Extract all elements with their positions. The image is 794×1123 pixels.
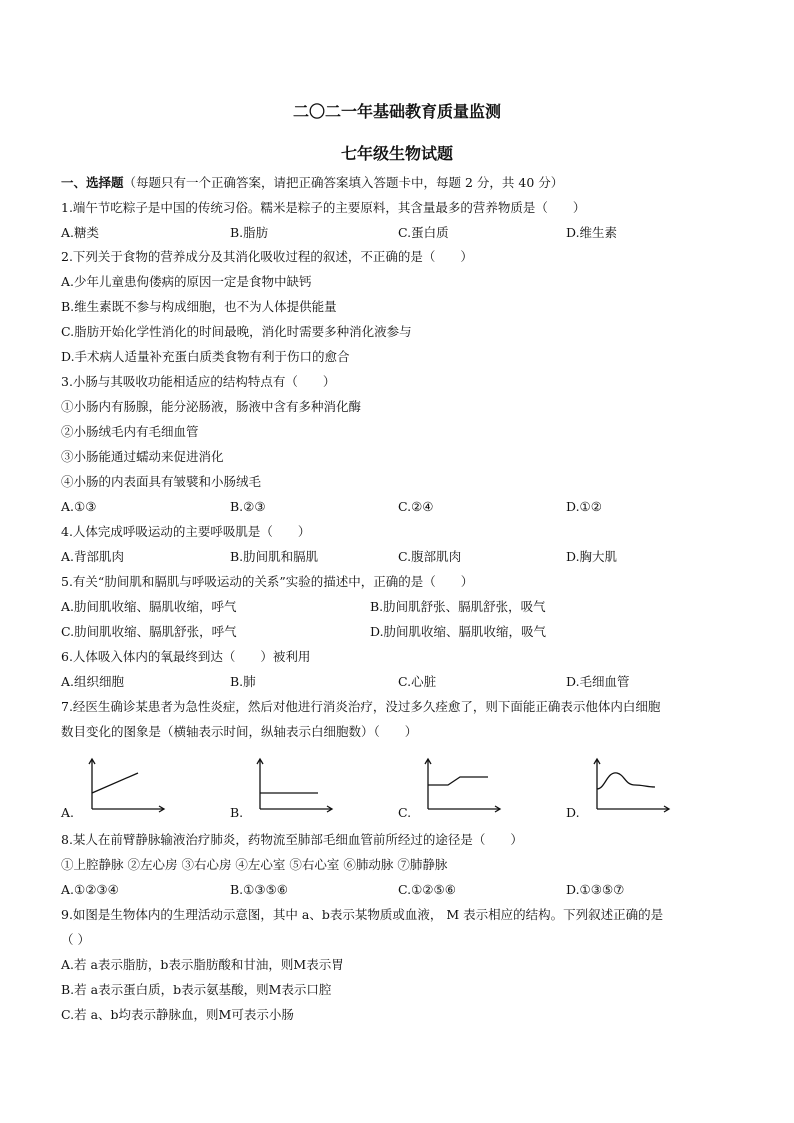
question-4-option-a: A.背部肌肉 xyxy=(61,549,125,564)
question-8-option-b: B.①③⑤⑥ xyxy=(230,882,288,897)
question-7-graph-d xyxy=(593,757,673,813)
question-2-option-c: C.脂肪开始化学性消化的时间最晚，消化时需要多种消化液参与 xyxy=(61,324,412,339)
question-7-option-a: A. xyxy=(61,805,75,820)
question-2-option-d: D.手术病人适量补充蛋白质类食物有利于伤口的愈合 xyxy=(61,349,350,364)
question-7-graph-c xyxy=(424,757,504,813)
question-5-option-c: C.肋间肌收缩、膈肌舒张，呼气 xyxy=(61,624,237,639)
question-3-option-b: B.②③ xyxy=(230,499,266,514)
question-2-option-b: B.维生素既不参与构成细胞，也不为人体提供能量 xyxy=(61,299,337,314)
section-heading: 一、选择题 xyxy=(61,175,124,190)
question-1-option-c: C.蛋白质 xyxy=(398,225,449,240)
question-4-stem: 4.人体完成呼吸运动的主要呼吸肌是（ ） xyxy=(61,524,311,539)
question-6-option-b: B.肺 xyxy=(230,674,256,689)
question-3-statement-4: ④小肠的内表面具有皱襞和小肠绒毛 xyxy=(61,474,262,489)
question-9-stem-line-1: 9.如图是生物体内的生理活动示意图，其中 a、b表示某物质或血液， M 表示相应的结构。下列叙述正确的是 xyxy=(61,907,664,922)
question-8-stem: 8.某人在前臂静脉输液治疗肺炎，药物流至肺部毛细血管前所经过的途径是（ ） xyxy=(61,832,523,847)
question-2-stem: 2.下列关于食物的营养成分及其消化吸收过程的叙述，不正确的是（ ） xyxy=(61,249,473,264)
question-4-option-d: D.胸大肌 xyxy=(566,549,618,564)
question-3-option-a: A.①③ xyxy=(61,499,97,514)
question-2-option-a: A.少年儿童患佝偻病的原因一定是食物中缺钙 xyxy=(61,274,312,289)
question-6-option-d: D.毛细血管 xyxy=(566,674,630,689)
page-title: 二〇二一年基础教育质量监测 xyxy=(292,102,501,121)
question-7-graph-a xyxy=(88,757,168,813)
question-3-stem: 3.小肠与其吸收功能相适应的结构特点有（ ） xyxy=(61,374,336,389)
question-5-option-a: A.肋间肌收缩、膈肌收缩，呼气 xyxy=(61,599,237,614)
question-3-option-c: C.②④ xyxy=(398,499,434,514)
question-8-option-d: D.①③⑤⑦ xyxy=(566,882,625,897)
question-7-graph-b xyxy=(256,757,336,813)
page-subtitle: 七年级生物试题 xyxy=(340,144,453,163)
question-6-option-a: A.组织细胞 xyxy=(61,674,125,689)
question-9-option-a: A.若 a表示脂肪，b表示脂肪酸和甘油，则M表示胃 xyxy=(61,957,344,972)
section-note: （每题只有一个正确答案，请把正确答案填入答题卡中，每题 2 分，共 40 分） xyxy=(123,175,564,190)
question-1-option-d: D.维生素 xyxy=(566,225,618,240)
question-5-option-d: D.肋间肌收缩、膈肌收缩，吸气 xyxy=(370,624,547,639)
question-4-option-b: B.肋间肌和膈肌 xyxy=(230,549,319,564)
question-5-option-b: B.肋间肌舒张、膈肌舒张，吸气 xyxy=(370,599,546,614)
question-1-stem: 1.端午节吃粽子是中国的传统习俗。糯米是粽子的主要原料，其含量最多的营养物质是（ ） xyxy=(61,200,586,215)
question-8-items: ①上腔静脉 ②左心房 ③右心房 ④左心室 ⑤右心室 ⑥肺动脉 ⑦肺静脉 xyxy=(61,857,448,872)
question-8-option-c: C.①②⑤⑥ xyxy=(398,882,456,897)
question-6-stem: 6.人体吸入体内的氧最终到达（ ）被利用 xyxy=(61,649,311,664)
question-7-option-d: D. xyxy=(566,805,580,820)
question-9-option-b: B.若 a表示蛋白质，b表示氨基酸，则M表示口腔 xyxy=(61,982,332,997)
question-6-option-c: C.心脏 xyxy=(398,674,437,689)
question-7-option-b: B. xyxy=(230,805,244,820)
question-8-option-a: A.①②③④ xyxy=(61,882,119,897)
question-7-stem-line-1: 7.经医生确诊某患者为急性炎症，然后对他进行消炎治疗，没过多久痊愈了，则下面能正确表示他体内白细胞 xyxy=(61,699,661,714)
question-7-stem-line-2: 数目变化的图象是（横轴表示时间，纵轴表示白细胞数）（ ） xyxy=(61,724,418,739)
question-7-option-c: C. xyxy=(398,805,412,820)
question-4-option-c: C.腹部肌肉 xyxy=(398,549,462,564)
question-3-option-d: D.①② xyxy=(566,499,602,514)
question-3-statement-1: ①小肠内有肠腺，能分泌肠液，肠液中含有多种消化酶 xyxy=(61,399,362,414)
question-9-stem-line-2: （ ） xyxy=(61,932,90,947)
question-3-statement-3: ③小肠能通过蠕动来促进消化 xyxy=(61,449,224,464)
question-1-option-b: B.脂肪 xyxy=(230,225,269,240)
section-header xyxy=(61,175,563,191)
question-3-statement-2: ②小肠绒毛内有毛细血管 xyxy=(61,424,199,439)
question-9-option-c: C.若 a、b均表示静脉血，则M可表示小肠 xyxy=(61,1007,294,1022)
question-5-stem: 5.有关“肋间肌和膈肌与呼吸运动的关系”实验的描述中，正确的是（ ） xyxy=(61,574,474,589)
question-1-option-a: A.糖类 xyxy=(61,225,100,240)
